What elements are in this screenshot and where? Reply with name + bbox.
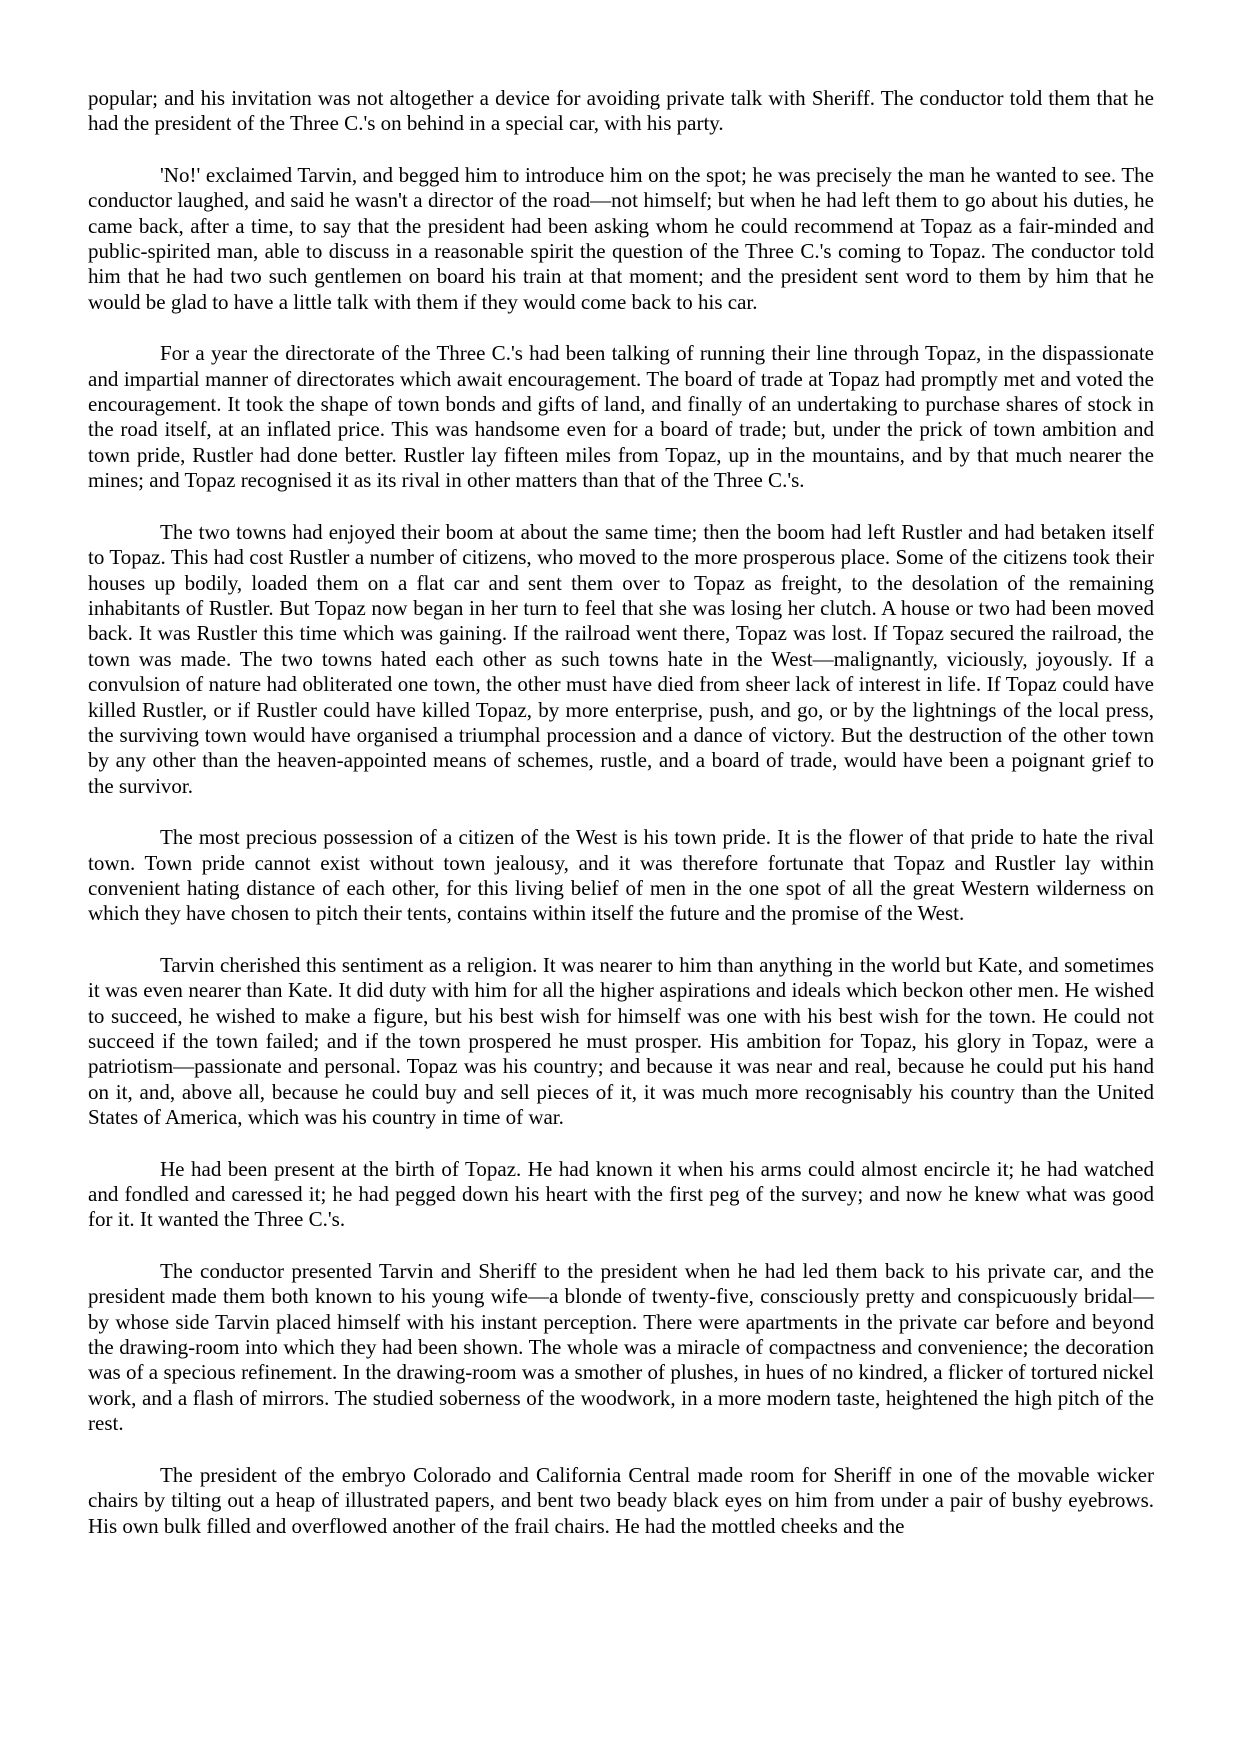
paragraph-2: 'No!' exclaimed Tarvin, and begged him to introduce him on the spot; he was precisely the man he wanted to see. The conductor laughed, and said he wasn't a director of the road—not himself; but when he had left them to go about his duties, he came back, after a time, to say that the president had been asking whom he could recommend at Topaz as a fair-minded and public-spirited man, able to discuss in a reasonable spirit the question of the Three C.'s coming to Topaz. The conductor told him that he had two such gentlemen on board his train at that moment; and the president sent word to them by him that he would be glad to have a little talk with them if they would come back to his car. xyxy=(88,162,1154,314)
paragraph-9: The president of the embryo Colorado and California Central made room for Sheriff in one of the movable wicker chairs by tilting out a heap of illustrated papers, and bent two beady black eyes on him from under a pair of bushy eyebrows. His own bulk filled and overflowed another of the frail chairs. He had the mottled cheeks and the xyxy=(88,1462,1154,1538)
paragraph-4: The two towns had enjoyed their boom at about the same time; then the boom had left Rustler and had betaken itself to Topaz. This had cost Rustler a number of citizens, who moved to the more prosperous place. Some of the citizens took their houses up bodily, loaded them on a flat car and sent them over to Topaz as freight, to the desolation of the remaining inhabitants of Rustler. But Topaz now began in her turn to feel that she was losing her clutch. A house or two had been moved back. It was Rustler this time which was gaining. If the railroad went there, Topaz was lost. If Topaz secured the railroad, the town was made. The two towns hated each other as such towns hate in the West—malignantly, viciously, joyously. If a convulsion of nature had obliterated one town, the other must have died from sheer lack of interest in life. If Topaz could have killed Rustler, or if Rustler could have killed Topaz, by more enterprise, push, and go, or by the lightnings of the local press, the surviving town would have organised a triumphal procession and a dance of victory. But the destruction of the other town by any other than the heaven-appointed means of schemes, rustle, and a board of trade, would have been a poignant grief to the survivor. xyxy=(88,519,1154,798)
paragraph-3: For a year the directorate of the Three C.'s had been talking of running their line through Topaz, in the dispassionate and impartial manner of directorates which await encouragement. The board of trade at Topaz had promptly met and voted the encouragement. It took the shape of town bonds and gifts of land, and finally of an undertaking to purchase shares of stock in the road itself, at an inflated price. This was handsome even for a board of trade; but, under the prick of town ambition and town pride, Rustler had done better. Rustler lay fifteen miles from Topaz, up in the mountains, and by that much nearer the mines; and Topaz recognised it as its rival in other matters than that of the Three C.'s. xyxy=(88,341,1154,493)
document-page xyxy=(88,86,1154,1565)
paragraph-8: The conductor presented Tarvin and Sheriff to the president when he had led them back to his private car, and the president made them both known to his young wife—a blonde of twenty-five, consciously pretty and conspicuously bridal—by whose side Tarvin placed himself with his instant perception. There were apartments in the private car before and beyond the drawing-room into which they had been shown. The whole was a miracle of compactness and convenience; the decoration was of a specious refinement. In the drawing-room was a smother of plushes, in hues of no kindred, a flicker of tortured nickel work, and a flash of mirrors. The studied soberness of the woodwork, in a more modern taste, heightened the high pitch of the rest. xyxy=(88,1258,1154,1436)
paragraph-1: popular; and his invitation was not altogether a device for avoiding private talk with Sheriff. The conductor told them that he had the president of the Three C.'s on behind in a special car, with his party. xyxy=(88,86,1154,136)
paragraph-6: Tarvin cherished this sentiment as a religion. It was nearer to him than anything in the world but Kate, and sometimes it was even nearer than Kate. It did duty with him for all the higher aspirations and ideals which beckon other men. He wished to succeed, he wished to make a figure, but his best wish for himself was one with his best wish for the town. He could not succeed if the town failed; and if the town prospered he must prosper. His ambition for Topaz, his glory in Topaz, were a patriotism—passionate and personal. Topaz was his country; and because it was near and real, because he could put his hand on it, and, above all, because he could buy and sell pieces of it, it was much more recognisably his country than the United States of America, which was his country in time of war. xyxy=(88,952,1154,1130)
paragraph-7: He had been present at the birth of Topaz. He had known it when his arms could almost encircle it; he had watched and fondled and caressed it; he had pegged down his heart with the first peg of the survey; and now he knew what was good for it. It wanted the Three C.'s. xyxy=(88,1156,1154,1232)
paragraph-5: The most precious possession of a citizen of the West is his town pride. It is the flower of that pride to hate the rival town. Town pride cannot exist without town jealousy, and it was therefore fortunate that Topaz and Rustler lay within convenient hating distance of each other, for this living belief of men in the one spot of all the great Western wilderness on which they have chosen to pitch their tents, contains within itself the future and the promise of the West. xyxy=(88,825,1154,926)
